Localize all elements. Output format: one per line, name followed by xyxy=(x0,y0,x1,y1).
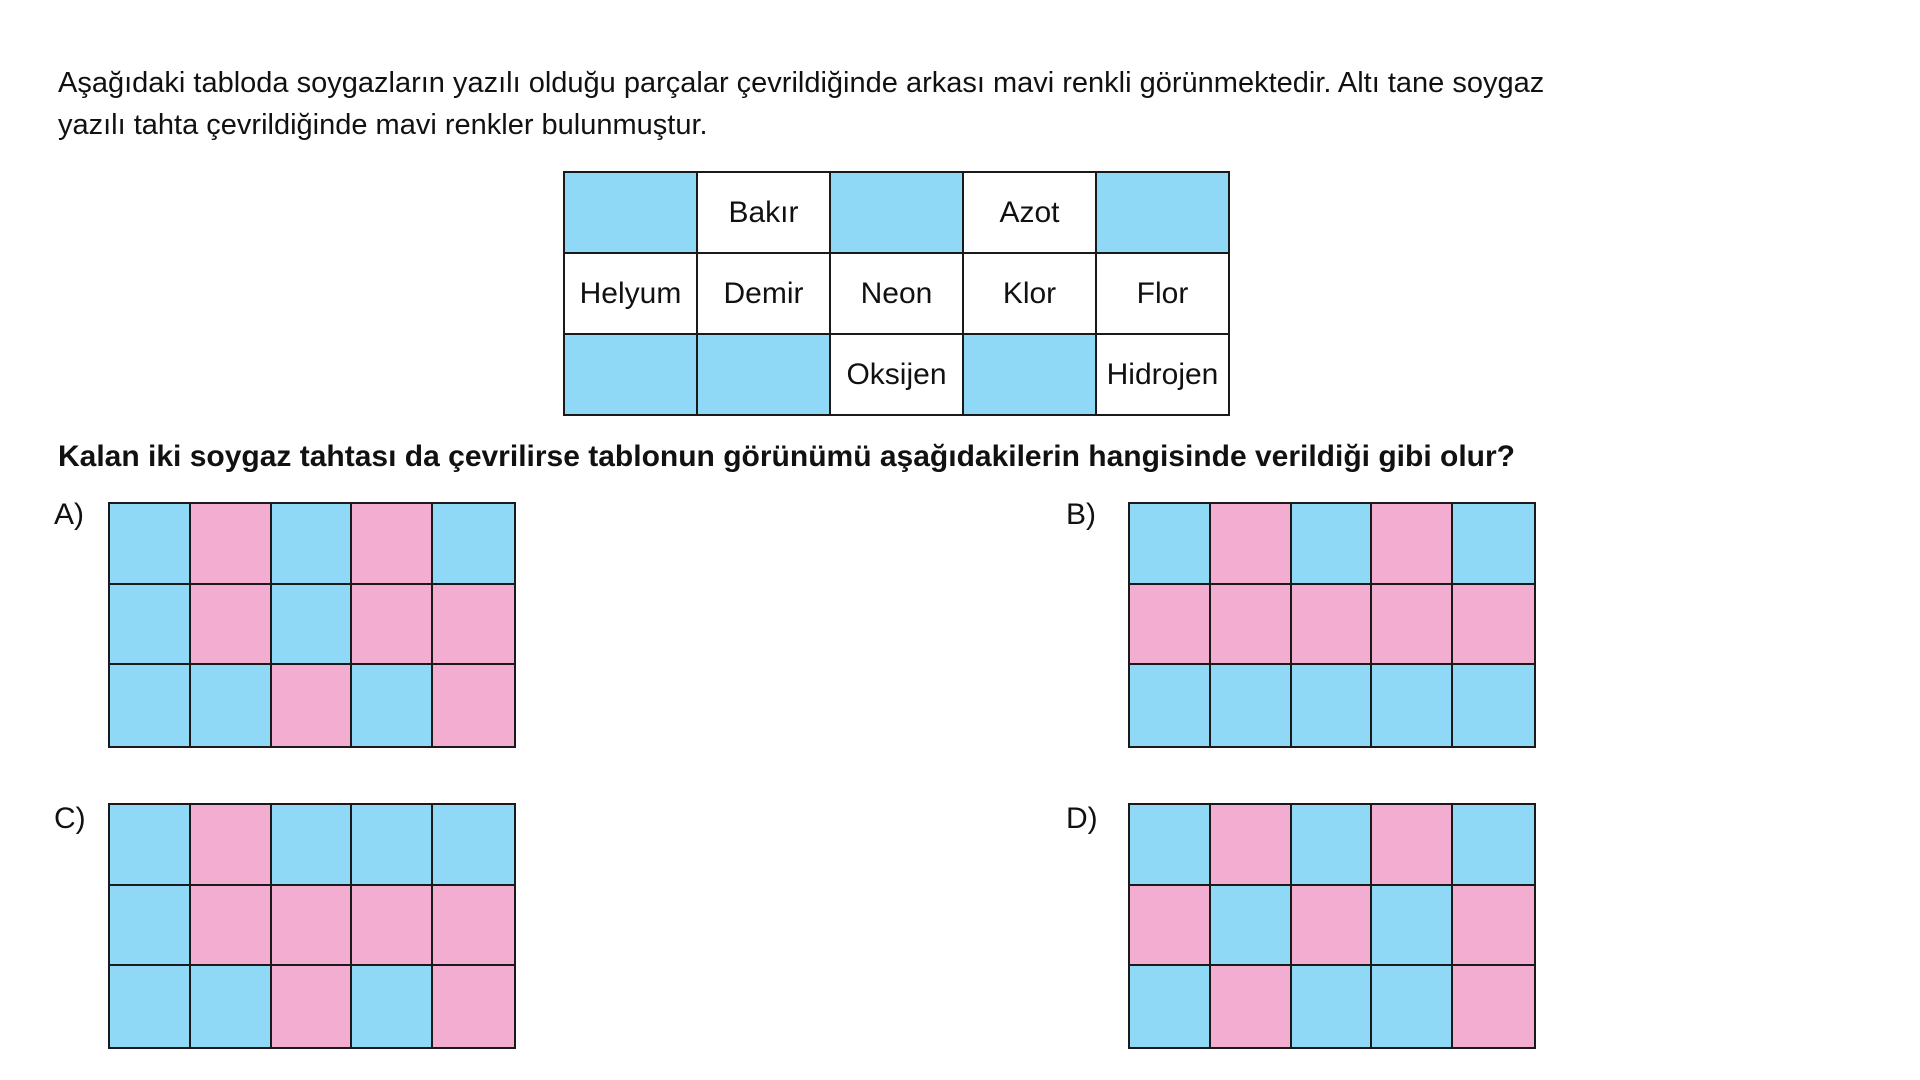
pink-tile xyxy=(191,504,272,585)
blue-tile xyxy=(1372,886,1453,967)
blue-tile xyxy=(352,966,433,1047)
pink-tile xyxy=(1372,585,1453,666)
pink-tile xyxy=(433,585,514,666)
pink-tile xyxy=(352,585,433,666)
option-c-label[interactable]: C) xyxy=(54,802,86,835)
blue-tile xyxy=(272,805,353,886)
pink-tile xyxy=(1372,805,1453,886)
blue-tile xyxy=(1292,805,1373,886)
gas-cell-helyum: Helyum xyxy=(564,253,697,334)
pink-tile xyxy=(433,665,514,746)
pink-tile xyxy=(1130,886,1211,967)
blue-tile xyxy=(1130,966,1211,1047)
pink-tile xyxy=(1292,585,1373,666)
blue-tile xyxy=(564,172,697,253)
pink-tile xyxy=(1211,805,1292,886)
blue-tile xyxy=(433,504,514,585)
blue-tile xyxy=(1453,504,1534,585)
blue-tile xyxy=(1292,966,1373,1047)
question-text: Kalan iki soygaz tahtası da çevrilirse tablonun görünümü aşağıdakilerin hangisinde verildiği gibi olur? xyxy=(58,440,1515,473)
intro-line-1: Aşağıdaki tabloda soygazların yazılı olduğu parçalar çevrildiğinde arkası mavi renkli görünmektedir. Altı tane soygaz xyxy=(58,67,1545,99)
blue-tile xyxy=(110,886,191,967)
blue-tile xyxy=(697,334,830,415)
blue-tile xyxy=(1372,665,1453,746)
gas-table-row xyxy=(564,172,1229,253)
pink-tile xyxy=(1453,886,1534,967)
blue-tile xyxy=(1211,665,1292,746)
gas-cell-hidrojen: Hidrojen xyxy=(1096,334,1229,415)
gas-cell-bakır: Bakır xyxy=(697,172,830,253)
blue-tile xyxy=(110,585,191,666)
blue-tile xyxy=(1130,504,1211,585)
pink-tile xyxy=(1453,585,1534,666)
option-d-label[interactable]: D) xyxy=(1066,802,1098,835)
blue-tile xyxy=(1372,966,1453,1047)
gas-table xyxy=(563,171,1230,416)
pink-tile xyxy=(1211,504,1292,585)
pink-tile xyxy=(272,665,353,746)
intro-line-2: yazılı tahta çevrildiğinde mavi renkler bulunmuştur. xyxy=(58,109,708,141)
blue-tile xyxy=(191,966,272,1047)
option-c-grid[interactable] xyxy=(108,803,516,1049)
blue-tile xyxy=(352,665,433,746)
pink-tile xyxy=(1453,966,1534,1047)
blue-tile xyxy=(1453,665,1534,746)
blue-tile xyxy=(110,805,191,886)
option-b-grid[interactable] xyxy=(1128,502,1536,748)
pink-tile xyxy=(1292,886,1373,967)
pink-tile xyxy=(1130,585,1211,666)
blue-tile xyxy=(1211,886,1292,967)
blue-tile xyxy=(963,334,1096,415)
gas-table-row xyxy=(564,334,1229,415)
blue-tile xyxy=(1130,665,1211,746)
blue-tile xyxy=(1453,805,1534,886)
option-a-label[interactable]: A) xyxy=(54,498,84,531)
pink-tile xyxy=(433,966,514,1047)
pink-tile xyxy=(191,585,272,666)
gas-cell-demir: Demir xyxy=(697,253,830,334)
blue-tile xyxy=(191,665,272,746)
pink-tile xyxy=(191,805,272,886)
pink-tile xyxy=(352,504,433,585)
pink-tile xyxy=(191,886,272,967)
blue-tile xyxy=(564,334,697,415)
blue-tile xyxy=(1292,504,1373,585)
blue-tile xyxy=(1096,172,1229,253)
gas-cell-flor: Flor xyxy=(1096,253,1229,334)
gas-cell-klor: Klor xyxy=(963,253,1096,334)
blue-tile xyxy=(1292,665,1373,746)
pink-tile xyxy=(352,886,433,967)
gas-cell-azot: Azot xyxy=(963,172,1096,253)
blue-tile xyxy=(1130,805,1211,886)
blue-tile xyxy=(830,172,963,253)
blue-tile xyxy=(110,504,191,585)
blue-tile xyxy=(272,504,353,585)
blue-tile xyxy=(110,966,191,1047)
blue-tile xyxy=(272,585,353,666)
option-b-label[interactable]: B) xyxy=(1066,498,1096,531)
pink-tile xyxy=(1211,585,1292,666)
pink-tile xyxy=(1372,504,1453,585)
gas-table-row xyxy=(564,253,1229,334)
gas-cell-oksijen: Oksijen xyxy=(830,334,963,415)
pink-tile xyxy=(272,966,353,1047)
pink-tile xyxy=(272,886,353,967)
gas-cell-neon: Neon xyxy=(830,253,963,334)
pink-tile xyxy=(1211,966,1292,1047)
option-a-grid[interactable] xyxy=(108,502,516,748)
blue-tile xyxy=(110,665,191,746)
intro-text xyxy=(58,62,1758,146)
blue-tile xyxy=(352,805,433,886)
pink-tile xyxy=(433,886,514,967)
blue-tile xyxy=(433,805,514,886)
option-d-grid[interactable] xyxy=(1128,803,1536,1049)
